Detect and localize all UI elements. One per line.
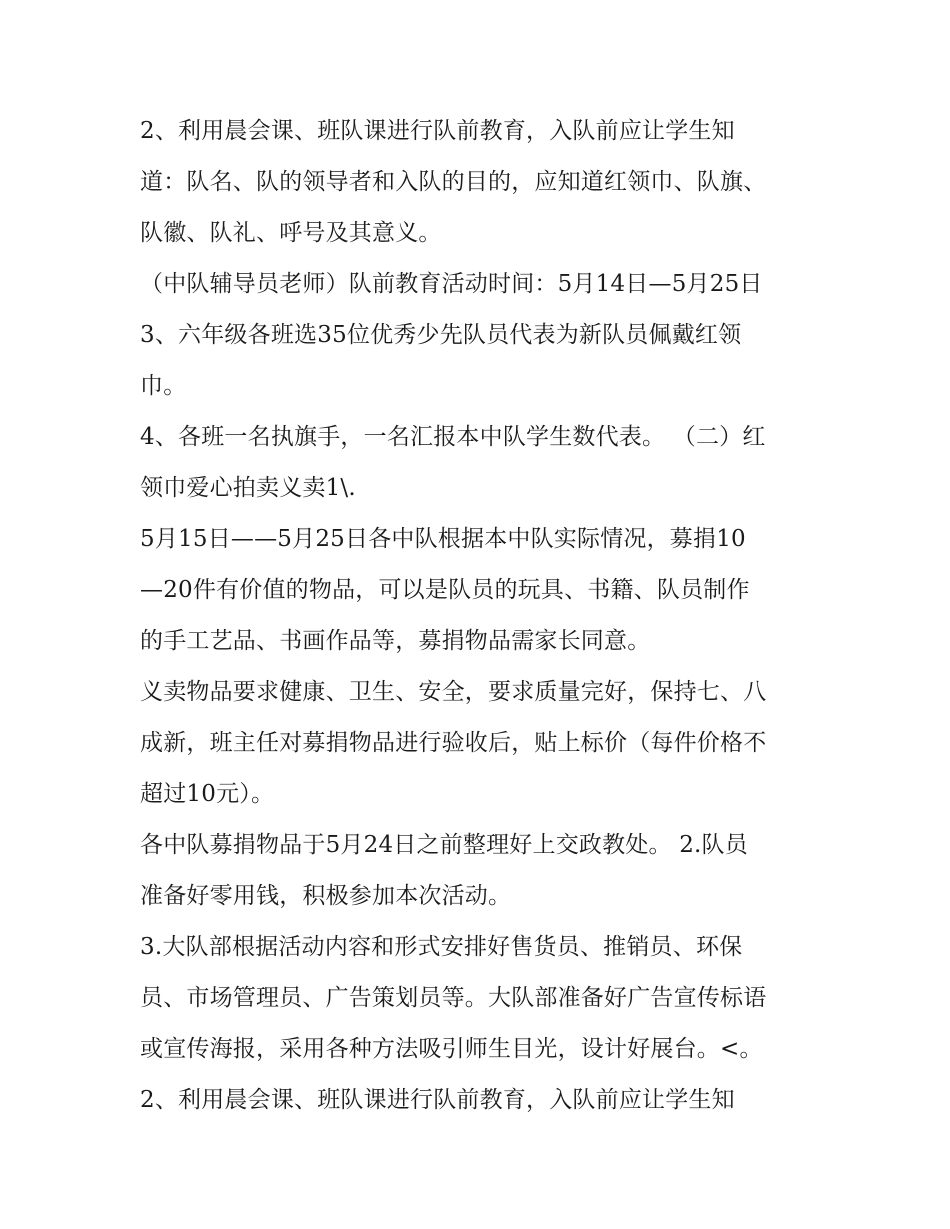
- text-line-13: 成新，班主任对募捐物品进行验收后，贴上标价（每件价格不: [140, 730, 767, 756]
- text-line-14: 超过10元）。: [140, 781, 275, 807]
- text-line-6: 巾。: [140, 373, 187, 399]
- text-line-17: 3.大队部根据活动内容和形式安排好售货员、推销员、环保: [140, 934, 743, 960]
- text-line-20: 2、利用晨会课、班队课进行队前教育，入队前应让学生知: [140, 1087, 735, 1113]
- text-line-4: （中队辅导员老师）队前教育活动时间：5月14日—5月25日: [140, 271, 763, 297]
- text-line-2: 道：队名、队的领导者和入队的目的，应知道红领巾、队旗、: [140, 169, 767, 195]
- text-line-9: 5月15日——5月25日各中队根据本中队实际情况，募捐10: [140, 526, 746, 552]
- text-line-10: —20件有价值的物品，可以是队员的玩具、书籍、队员制作: [140, 577, 750, 603]
- text-line-11: 的手工艺品、书画作品等，募捐物品需家长同意。: [140, 628, 651, 654]
- text-line-5: 3、六年级各班选35位优秀少先队员代表为新队员佩戴红领: [140, 322, 742, 348]
- text-line-7: 4、各班一名执旗手，一名汇报本中队学生数代表。 （二）红: [140, 424, 766, 450]
- text-line-19: 或宣传海报，采用各种方法吸引师生目光，设计好展台。<。: [140, 1036, 763, 1062]
- text-line-12: 义卖物品要求健康、卫生、安全，要求质量完好，保持七、八: [140, 679, 767, 705]
- text-line-18: 员、市场管理员、广告策划员等。大队部准备好广告宣传标语: [140, 985, 767, 1011]
- text-line-8: 领巾爱心拍卖义卖1\.: [140, 475, 356, 501]
- text-line-15: 各中队募捐物品于5月24日之前整理好上交政教处。 2.队员: [140, 832, 748, 858]
- text-line-1: 2、利用晨会课、班队课进行队前教育，入队前应让学生知: [140, 118, 735, 144]
- text-line-16: 准备好零用钱，积极参加本次活动。: [140, 883, 512, 909]
- text-line-3: 队徽、队礼、呼号及其意义。: [140, 220, 442, 246]
- document-body: [140, 106, 830, 1126]
